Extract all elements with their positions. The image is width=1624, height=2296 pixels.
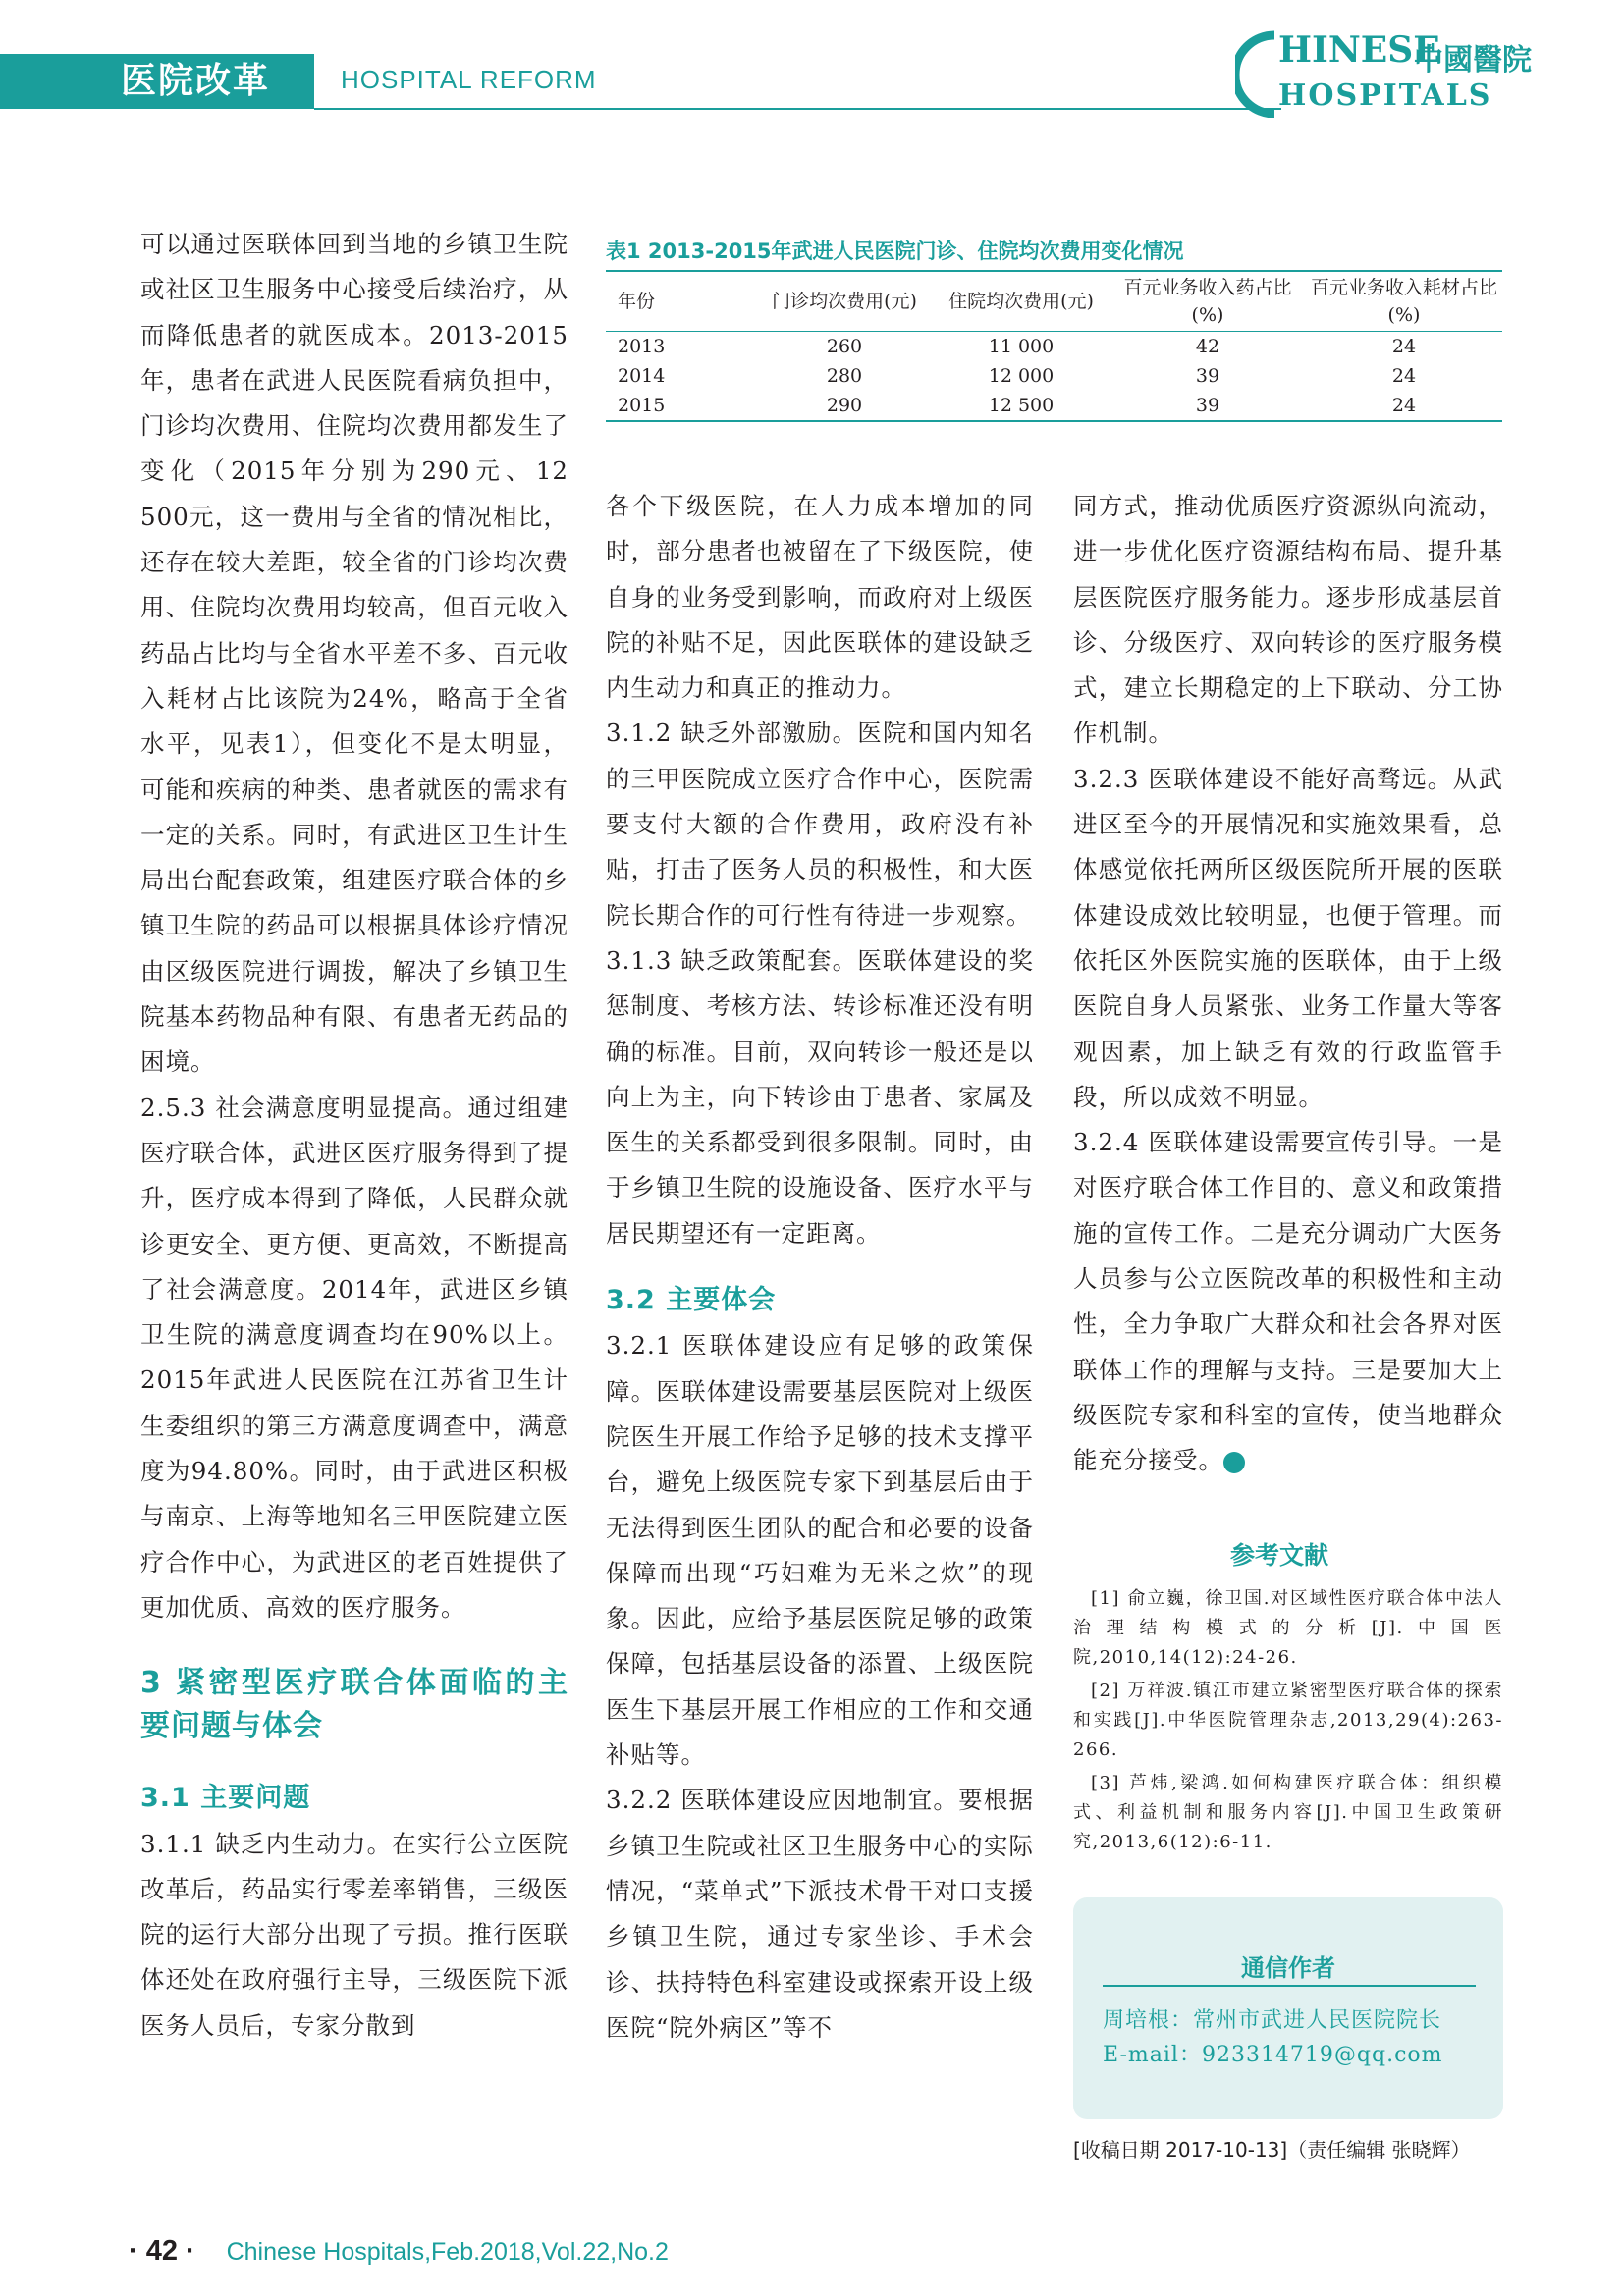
logo-text-hospitals: HOSPITALS — [1278, 79, 1492, 113]
paragraph: 3.1.2 缺乏外部激励。医院和国内知名的三甲医院成立医疗合作中心，医院需要支付大额的合作费用，政府没有补贴，打击了医务人员的积极性，和大医院长期合作的可行性有待进一步观察。 — [606, 719, 1034, 930]
paragraph: 各个下级医院，在人力成本增加的同时，部分患者也被留在了下级医院，使自身的业务受到影响，而政府对上级医院的补贴不足，因此医联体的建设缺乏内生动力和真正的推动力。 — [606, 492, 1034, 703]
table-cell: 260 — [826, 336, 863, 357]
table-row — [606, 361, 1502, 391]
page-footer — [129, 2235, 669, 2268]
table-cell: 12 500 — [988, 395, 1055, 416]
table-cell: 24 — [1391, 365, 1417, 387]
header-rule — [314, 108, 1281, 110]
author-email: E-mail：923314719@qq.com — [1103, 2043, 1443, 2067]
page-number: · 42 · — [129, 2235, 195, 2267]
table-header: 百元业务收入耗材占比(%) — [1306, 271, 1502, 332]
section-title-en: HOSPITAL REFORM — [341, 65, 597, 94]
table-header: 百元业务收入药占比(%) — [1110, 271, 1306, 332]
paragraph: 3.2.2 医联体建设应因地制宜。要根据乡镇卫生院或社区卫生服务中心的实际情况，“菜单式”下派技术骨干对口支援乡镇卫生院，通过专家坐诊、手术会诊、扶持特色科室建设或探索开设上级医院“院外病区”等不 — [606, 1786, 1034, 2042]
paragraph: 同方式，推动优质医疗资源纵向流动，进一步优化医疗资源结构布局、提升基层医院医疗服务能力。逐步形成基层首诊、分级医疗、双向转诊的医疗服务模式，建立长期稳定的上下联动、分工协作机制。 — [1073, 492, 1503, 748]
table-cell: 2015 — [618, 395, 666, 416]
references-list — [1073, 1584, 1503, 1861]
table-cell: 290 — [826, 395, 863, 416]
table-header: 门诊均次费用(元) — [756, 271, 933, 332]
end-mark-icon — [1223, 1452, 1245, 1473]
section-tab: 医院改革 — [0, 54, 314, 109]
logo-text-hinese: HINESE — [1278, 29, 1440, 71]
section-heading: 3 紧密型医疗联合体面临的主要问题与体会 — [140, 1666, 568, 1744]
reference-item: [3] 芦炜,梁鸿.如何构建医疗联合体：组织模式、利益机制和服务内容[J].中国卫生政策研究,2013,6(12):6-11. — [1073, 1773, 1503, 1852]
paragraph: 可以通过医联体回到当地的乡镇卫生院或社区卫生服务中心接受后续治疗，从而降低患者的就医成本。2013-2015年，患者在武进人民医院看病负担中，门诊均次费用、住院均次费用都发生了变化（2015年分别为290元、12 500元，这一费用与全省的情况相比，还存在较大差距，较全省的门诊均次费用、住院均次费用均较高，但百元收入药品占比均与全省水平差不多、百元收入耗材占比该院为24%，略高于全省水平，见表1），但变化不是太明显，可能和疾病的种类、患者就医的需求有一定的关系。同时，有武进区卫生计生局出台配套政策，组建医疗联合体的乡镇卫生院的药品可以根据具体诊疗情况由区级医院进行调拨，解决了乡镇卫生院基本药物品种有限、有患者无药品的困境。 — [140, 230, 568, 1077]
paragraph: 3.1.1 缺乏内生动力。在实行公立医院改革后，药品实行零差率销售，三级医院的运行大部分出现了亏损。推行医联体还处在政府强行主导，三级医院下派医务人员后，专家分散到 — [140, 1829, 568, 2040]
reference-item: [2] 万祥波.镇江市建立紧密型医疗联合体的探索和实践[J].中华医院管理杂志,2013,29(4):263-266. — [1073, 1681, 1503, 1760]
data-table — [606, 270, 1502, 422]
paragraph: 3.2.1 医联体建设应有足够的政策保障。医联体建设需要基层医院对上级医院医生开展工作给予足够的技术支撑平台，避免上级医院专家下到基层后由于无法得到医生团队的配合和必要的设备保障而出现“巧妇难为无米之炊”的现象。因此，应给予基层医院足够的政策保障，包括基层设备的添置、上级医院医生下基层开展工作相应的工作和交通补贴等。 — [606, 1331, 1034, 1770]
paragraph: 3.1.3 缺乏政策配套。医联体建设的奖惩制度、考核方法、转诊标准还没有明确的标准。目前，双向转诊一般还是以向上为主，向下转诊由于患者、家属及医生的关系都受到很多限制。同时，由于乡镇卫生院的设施设备、医疗水平与居民期望还有一定距离。 — [606, 945, 1034, 1248]
subsection-heading: 3.1 主要问题 — [140, 1783, 311, 1814]
table-header-row — [606, 271, 1502, 332]
logo-text-cn: 中國醫院 — [1414, 43, 1532, 78]
journal-citation: Chinese Hospitals,Feb.2018,Vol.22,No.2 — [226, 2238, 669, 2266]
table-caption: 表1 2013-2015年武进人民医院门诊、住院均次费用变化情况 — [606, 240, 1184, 263]
table-header: 住院均次费用(元) — [933, 271, 1110, 332]
table-cell: 42 — [1195, 336, 1220, 357]
paragraph-text: 3.2.4 医联体建设需要宣传引导。一是对医疗联合体工作目的、意义和政策措施的宣传工作。二是充分调动广大医务人员参与公立医院改革的积极性和主动性，全力争取广大群众和社会各界对医联体工作的理解与支持。三是要加大上级医院专家和科室的宣传，使当地群众能充分接受。 — [1073, 1128, 1503, 1475]
table-row — [606, 332, 1502, 362]
column-3 — [1073, 484, 1503, 1484]
table-cell: 11 000 — [988, 336, 1055, 357]
table-cell: 24 — [1391, 336, 1417, 357]
table-cell: 280 — [826, 365, 863, 387]
received-date: [收稿日期 2017-10-13]（责任编辑 张晓辉） — [1073, 2138, 1471, 2162]
column-1 — [140, 222, 568, 2049]
table-cell: 39 — [1195, 365, 1220, 387]
column-2 — [606, 484, 1034, 2051]
table-cell: 39 — [1195, 395, 1220, 416]
reference-item: [1] 俞立巍，徐卫国.对区域性医疗联合体中法人治理结构模式的分析[J].中国医院,2010,14(12):24-26. — [1073, 1588, 1503, 1668]
table-cell: 2013 — [618, 336, 666, 357]
references-title: 参考文献 — [1230, 1541, 1329, 1570]
paragraph: 3.2.3 医联体建设不能好高骛远。从武进区至今的开展情况和实施效果看，总体感觉依托两所区级医院所开展的医联体建设成效比较明显，也便于管理。而依托区外医院实施的医联体，由于上级医院自身人员紧张、业务工作量大等客观因素，加上缺乏有效的行政监管手段，所以成效不明显。 — [1073, 764, 1503, 1111]
author-name: 周培根：常州市武进人民医院院长 — [1103, 2008, 1442, 2033]
paragraph: 2.5.3 社会满意度明显提高。通过组建医疗联合体，武进区医疗服务得到了提升，医疗成本得到了降低，人民群众就诊更安全、更方便、更高效，不断提高了社会满意度。2014年，武进区乡镇卫生院的满意度调查均在90%以上。2015年武进人民医院在江苏省卫生计生委组织的第三方满意度调查中，满意度为94.80%。同时，由于武进区积极与南京、上海等地知名三甲医院建立医疗合作中心，为武进区的老百姓提供了更加优质、高效的医疗服务。 — [140, 1093, 568, 1622]
table-header: 年份 — [606, 271, 756, 332]
author-box-title: 通信作者 — [1241, 1954, 1335, 1982]
table-row — [606, 391, 1502, 421]
subsection-heading: 3.2 主要体会 — [606, 1285, 777, 1316]
table-cell: 2014 — [618, 365, 666, 387]
table-cell: 12 000 — [988, 365, 1055, 387]
paragraph — [1073, 1120, 1503, 1483]
author-box-rule — [1103, 1985, 1476, 1987]
table-cell: 24 — [1391, 395, 1417, 416]
